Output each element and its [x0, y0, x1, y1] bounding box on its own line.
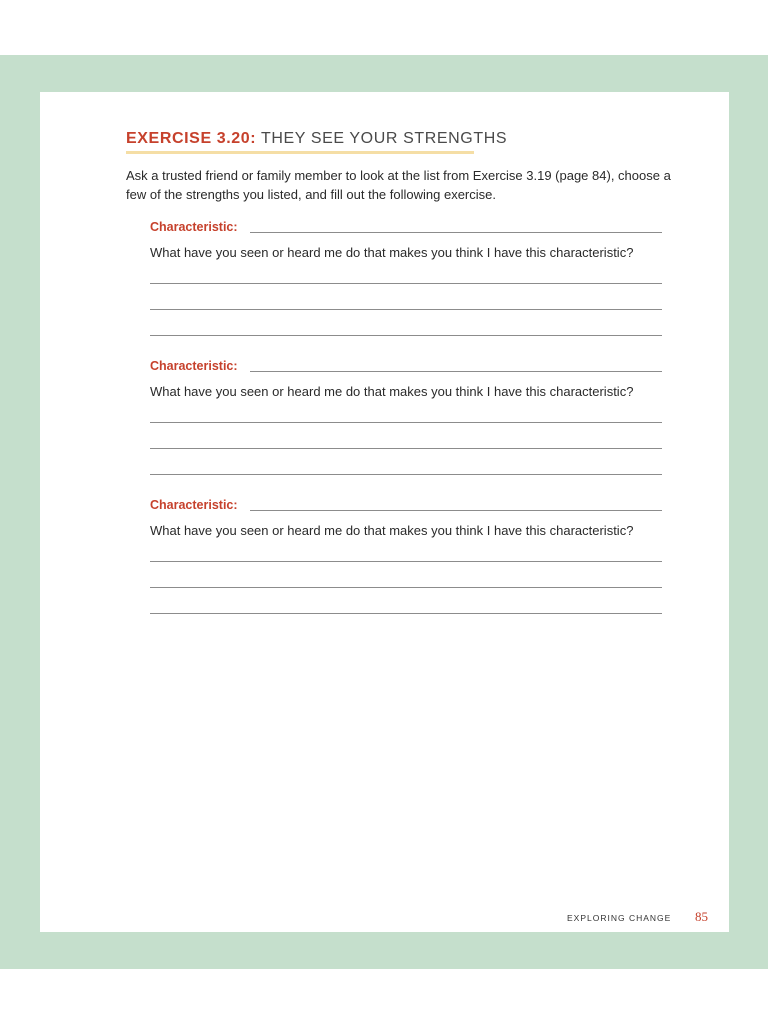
- question-text: What have you seen or heard me do that makes you think I have this characteristic?: [150, 523, 634, 538]
- exercise-name: THEY SEE YOUR STRENGTHS: [261, 130, 508, 147]
- title-underline: [126, 151, 474, 154]
- answer-line-1[interactable]: [150, 561, 662, 562]
- exercise-instructions: Ask a trusted friend or family member to look at the list from Exercise 3.19 (page 84), choose a few of the strengths you listed, and fill out the following exercise.: [126, 168, 671, 202]
- characteristic-row: [150, 359, 662, 375]
- characteristic-row: [150, 498, 662, 514]
- answer-line-1[interactable]: [150, 422, 662, 423]
- footer-section-title: EXPLORING CHANGE: [567, 913, 672, 923]
- workbook-page: [40, 92, 729, 932]
- characteristic-row: [150, 220, 662, 236]
- answer-line-3[interactable]: [150, 474, 662, 475]
- answer-line-3[interactable]: [150, 335, 662, 336]
- question-text: What have you seen or heard me do that makes you think I have this characteristic?: [150, 245, 634, 260]
- characteristic-fill-line[interactable]: [250, 232, 662, 233]
- answer-line-1[interactable]: [150, 283, 662, 284]
- characteristic-label: Characteristic:: [150, 498, 238, 512]
- answer-line-2[interactable]: [150, 448, 662, 449]
- characteristic-fill-line[interactable]: [250, 371, 662, 372]
- exercise-number: EXERCISE 3.20:: [126, 130, 257, 147]
- page-number: 85: [695, 909, 708, 924]
- characteristic-label: Characteristic:: [150, 220, 238, 234]
- exercise-title: [126, 130, 507, 148]
- answer-line-2[interactable]: [150, 587, 662, 588]
- answer-line-2[interactable]: [150, 309, 662, 310]
- question-text: What have you seen or heard me do that makes you think I have this characteristic?: [150, 384, 634, 399]
- answer-line-3[interactable]: [150, 613, 662, 614]
- characteristic-fill-line[interactable]: [250, 510, 662, 511]
- characteristic-label: Characteristic:: [150, 359, 238, 373]
